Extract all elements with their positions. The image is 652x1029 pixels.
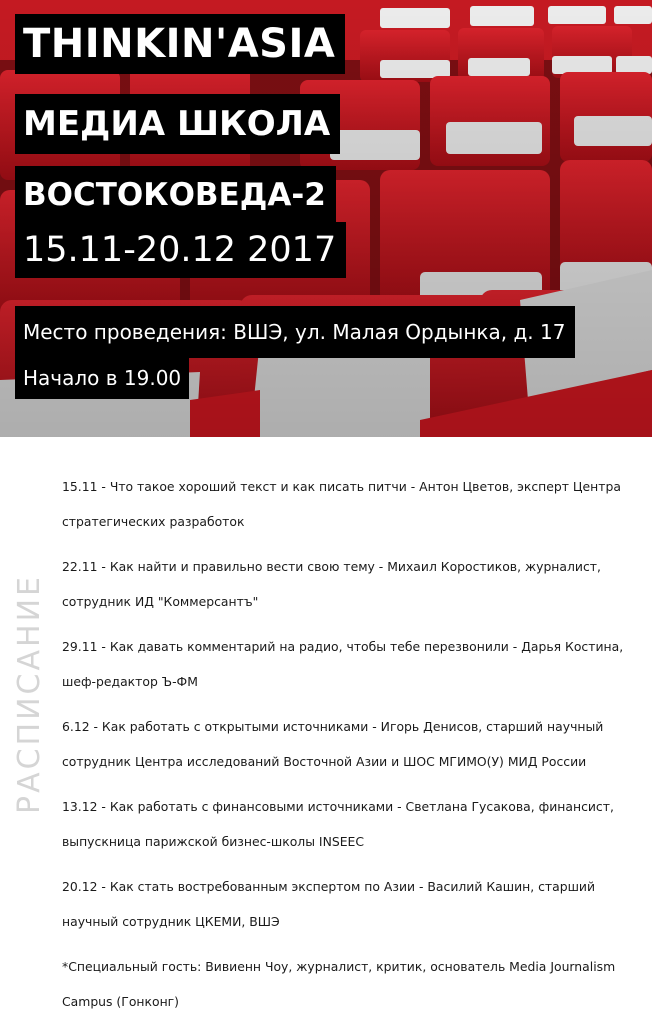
schedule-entry — [62, 629, 644, 699]
schedule-entry-line2: стратегических разработок — [62, 514, 245, 529]
schedule-entry-line2: Campus (Гонконг) — [62, 994, 180, 1009]
schedule-list — [62, 469, 644, 1029]
schedule-entry-line1: 29.11 - Как давать комментарий на радио, чтобы тебе перезвонили - Дарья Костина, — [62, 639, 624, 654]
event-title: THINKIN'ASIA — [15, 14, 345, 74]
schedule-entry-line2: сотрудник Центра исследований Восточной Азии и ШОС МГИМО(У) МИД России — [62, 754, 587, 769]
event-venue: Место проведения: ВШЭ, ул. Малая Ордынка, д. 17 — [15, 306, 575, 358]
event-subtitle-line1: МЕДИА ШКОЛА — [15, 94, 340, 154]
hero-banner — [0, 0, 652, 437]
schedule-entry-line2: выпускница парижской бизнес-школы INSEEC — [62, 834, 365, 849]
event-dates: 15.11-20.12 2017 — [15, 222, 346, 278]
schedule-entry-line1: 22.11 - Как найти и правильно вести свою тему - Михаил Коростиков, журналист, — [62, 559, 601, 574]
schedule-section — [0, 437, 652, 1009]
schedule-entry — [62, 869, 644, 939]
schedule-entry — [62, 789, 644, 859]
event-subtitle-line2: ВОСТОКОВЕДА-2 — [15, 166, 336, 224]
schedule-entry-line1: 6.12 - Как работать с открытыми источниками - Игорь Денисов, старший научный — [62, 719, 604, 734]
schedule-entry — [62, 709, 644, 779]
schedule-side-title: РАСПИСАНИЕ — [12, 574, 47, 814]
schedule-entry — [62, 469, 644, 539]
schedule-entry-line2: шеф-редактор Ъ-ФМ — [62, 674, 198, 689]
schedule-entry-line1: 13.12 - Как работать с финансовыми источниками - Светлана Гусакова, финансист, — [62, 799, 614, 814]
event-start-time: Начало в 19.00 — [15, 357, 189, 399]
schedule-entry-line1: *Специальный гость: Вивиенн Чоу, журналист, критик, основатель Media Journalism — [62, 959, 616, 974]
schedule-entry-line2: научный сотрудник ЦКЕМИ, ВШЭ — [62, 914, 280, 929]
schedule-entry — [62, 549, 644, 619]
schedule-entry-line1: 20.12 - Как стать востребованным экспертом по Азии - Василий Кашин, старший — [62, 879, 596, 894]
schedule-entry-line1: 15.11 - Что такое хороший текст и как писать питчи - Антон Цветов, эксперт Центра — [62, 479, 621, 494]
schedule-entry-line2: сотрудник ИД "Коммерсантъ" — [62, 594, 259, 609]
